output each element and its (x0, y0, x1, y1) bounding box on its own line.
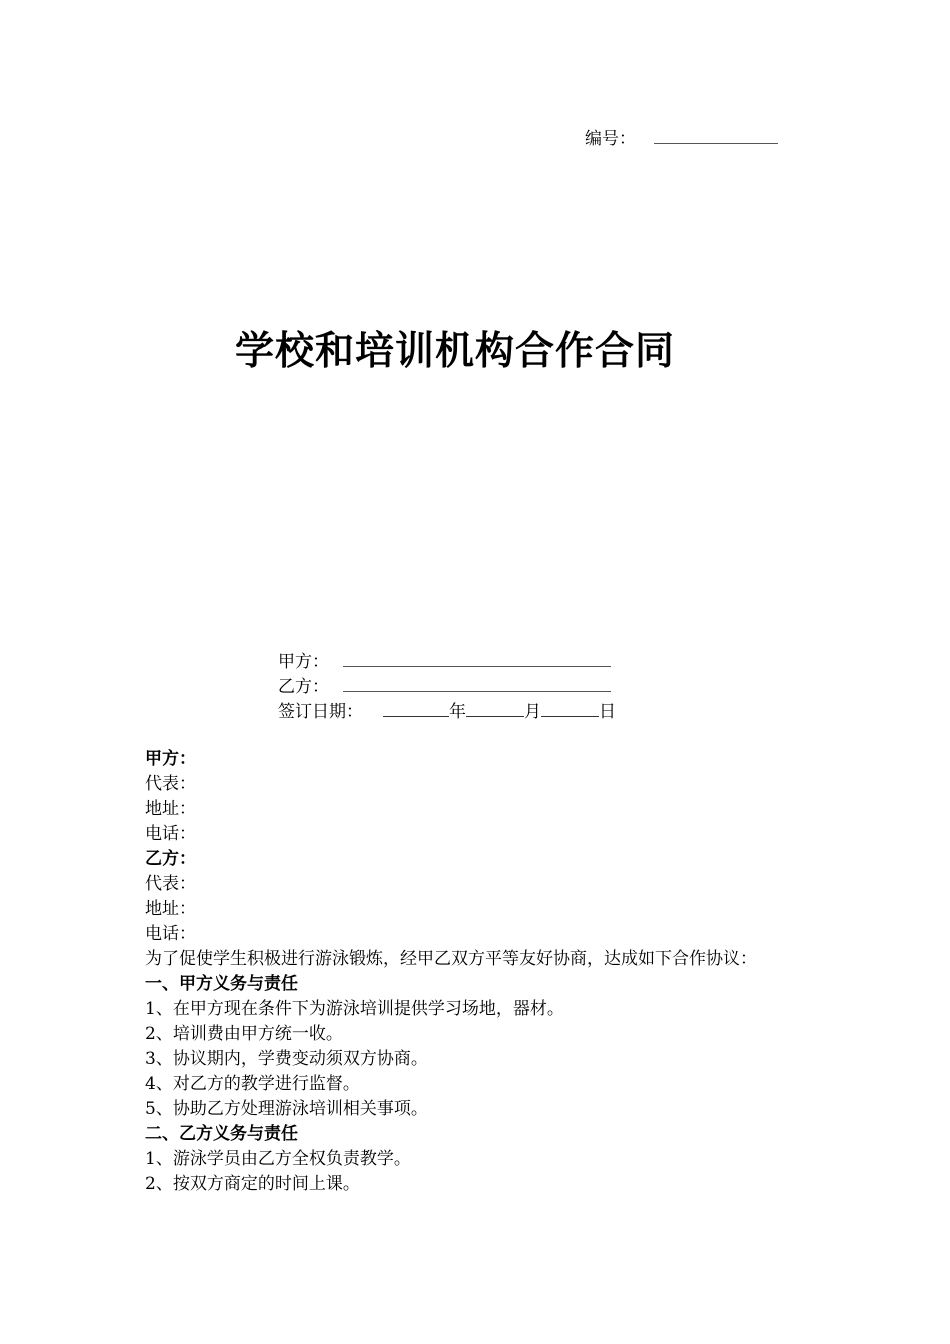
serial-blank[interactable] (654, 129, 778, 144)
section1-title: 一、甲方义务与责任 (145, 974, 298, 994)
party-a-addr: 地址： (145, 799, 196, 819)
party-b-rep: 代表： (145, 874, 196, 894)
cover-party-a (278, 650, 616, 675)
party-a-heading: 甲方： (145, 749, 196, 769)
year-blank[interactable] (383, 702, 449, 717)
section1-item: 1、在甲方现在条件下为游泳培训提供学习场地，器材。 (145, 999, 564, 1019)
month-label: 月 (524, 702, 541, 722)
day-blank[interactable] (541, 702, 599, 717)
cover-party-a-blank[interactable] (343, 652, 611, 667)
serial-label: 编号： (585, 129, 636, 149)
party-a-rep: 代表： (145, 774, 196, 794)
section2-item: 2、按双方商定的时间上课。 (145, 1174, 360, 1194)
serial-number (585, 128, 778, 150)
cover-party-a-label: 甲方： (278, 652, 329, 672)
cover-sign-date (278, 700, 616, 725)
cover-party-b (278, 675, 616, 700)
section1-item: 2、培训费由甲方统一收。 (145, 1024, 343, 1044)
party-b-addr: 地址： (145, 899, 196, 919)
cover-party-b-blank[interactable] (343, 677, 611, 692)
day-label: 日 (599, 702, 616, 722)
cover-party-b-label: 乙方： (278, 677, 329, 697)
intro-paragraph: 为了促使学生积极进行游泳锻炼，经甲乙双方平等友好协商，达成如下合作协议： (145, 949, 757, 969)
month-blank[interactable] (466, 702, 524, 717)
party-a-tel: 电话： (145, 824, 196, 844)
party-b-tel: 电话： (145, 924, 196, 944)
sign-date-label: 签订日期： (278, 702, 363, 722)
year-label: 年 (449, 702, 466, 722)
section1-item: 3、协议期内，学费变动须双方协商。 (145, 1049, 428, 1069)
section2-title: 二、乙方义务与责任 (145, 1124, 298, 1144)
contract-body (145, 747, 805, 1197)
party-b-heading: 乙方： (145, 849, 196, 869)
section1-item: 5、协助乙方处理游泳培训相关事项。 (145, 1099, 428, 1119)
document-title: 学校和培训机构合作合同 (234, 329, 675, 374)
section1-item: 4、对乙方的教学进行监督。 (145, 1074, 360, 1094)
cover-parties (278, 650, 616, 725)
section2-item: 1、游泳学员由乙方全权负责教学。 (145, 1149, 411, 1169)
